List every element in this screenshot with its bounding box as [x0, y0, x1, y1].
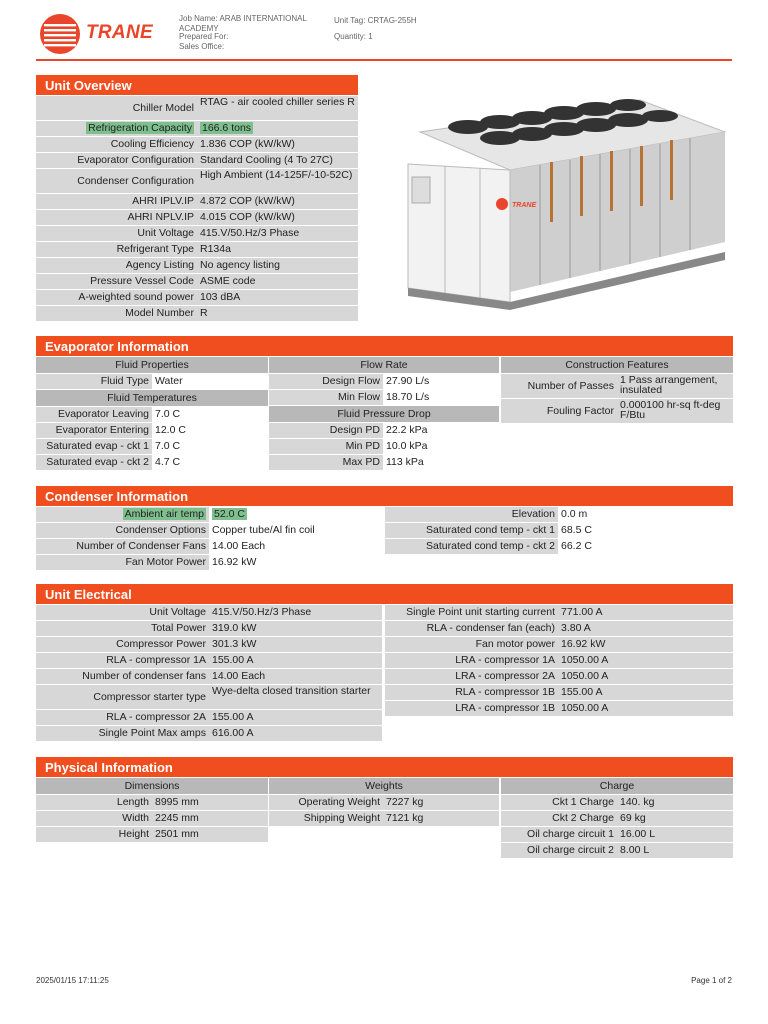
electrical-row-value: 1050.00 A: [558, 653, 733, 668]
overview-row-label: Condenser Configuration: [36, 169, 197, 193]
electrical-row: [385, 669, 733, 684]
dimension-row: [36, 811, 268, 826]
overview-row-label: Pressure Vessel Code: [36, 274, 197, 289]
overview-row: [36, 96, 358, 120]
overview-row-label-highlight: Refrigeration Capacity: [88, 122, 192, 134]
construction-features-header: Construction Features: [501, 357, 733, 373]
condenser-row-value: [209, 507, 382, 522]
overview-row: [36, 242, 358, 257]
pressure-drop-row-label: Max PD: [269, 455, 383, 470]
overview-row-label: Agency Listing: [36, 258, 197, 273]
electrical-row: [36, 669, 382, 684]
condenser-row-label: Saturated cond temp - ckt 1: [385, 523, 558, 538]
electrical-row-value: Wye-delta closed transition starter: [209, 685, 382, 709]
flow-row-label: Min Flow: [269, 390, 383, 405]
overview-row-label: Model Number: [36, 306, 197, 321]
physical-title: Physical Information: [36, 757, 733, 777]
footer-timestamp: 2025/01/15 17:11:25: [36, 976, 109, 985]
charge-row: [501, 795, 733, 810]
electrical-row-label: RLA - condenser fan (each): [385, 621, 558, 636]
condenser-row-label: Elevation: [385, 507, 558, 522]
electrical-row: [36, 710, 382, 725]
condenser-row: [36, 539, 382, 554]
charge-row-value: 16.00 L: [617, 827, 733, 842]
condenser-row-value: 66.2 C: [561, 540, 592, 552]
sales-office: Sales Office:: [179, 42, 225, 51]
electrical-row-value: 155.00 A: [209, 710, 382, 725]
pressure-drop-row-value: 113 kPa: [386, 456, 424, 468]
electrical-row-value: 1050.00 A: [558, 701, 733, 716]
electrical-row-value: 3.80 A: [558, 621, 733, 636]
trane-logo-icon: [40, 14, 80, 54]
overview-row-label: Chiller Model: [36, 96, 197, 120]
overview-row: [36, 169, 358, 193]
electrical-row: [36, 685, 382, 709]
electrical-row-value: 319.0 kW: [209, 621, 382, 636]
fluid-temp-row-value: 12.0 C: [155, 424, 186, 436]
overview-row-value: ASME code: [197, 274, 358, 289]
overview-row-label: AHRI IPLV.IP: [36, 194, 197, 209]
fluid-temp-row-value: 7.0 C: [155, 408, 181, 420]
header-rule: [36, 59, 732, 61]
page-header: [0, 0, 768, 62]
fluid-temp-row-label: Evaporator Entering: [36, 423, 152, 438]
fluid-temp-row: [36, 423, 268, 438]
condenser-row-label-highlight: Ambient air temp: [124, 508, 204, 520]
electrical-row: [36, 637, 382, 652]
construction-row: [501, 374, 733, 398]
electrical-row: [36, 621, 382, 636]
pressure-drop-row-value: 22.2 kPa: [386, 424, 428, 436]
svg-text:TRANE: TRANE: [512, 202, 537, 209]
condenser-row-value: 14.00 Each: [212, 540, 266, 552]
fluid-type-value: Water: [155, 375, 183, 387]
condenser-row-label: Condenser Options: [36, 523, 209, 538]
flow-row: [269, 390, 499, 405]
condenser-row-label: Fan Motor Power: [36, 555, 209, 570]
dimension-row-value: 2245 mm: [152, 811, 268, 826]
electrical-row-label: LRA - compressor 1B: [385, 701, 558, 716]
electrical-row-value: 14.00 Each: [209, 669, 382, 684]
electrical-row-value: 415.V/50.Hz/3 Phase: [209, 605, 382, 620]
fluid-temp-row-label: Saturated evap - ckt 1: [36, 439, 152, 454]
dimension-row-label: Width: [36, 811, 152, 826]
overview-row-label: AHRI NPLV.IP: [36, 210, 197, 225]
overview-row: [36, 226, 358, 241]
charge-row-value: 140. kg: [617, 795, 733, 810]
overview-row-value: 415.V/50.Hz/3 Phase: [197, 226, 358, 241]
electrical-row-label: LRA - compressor 1A: [385, 653, 558, 668]
fluid-temp-row-value: 7.0 C: [155, 440, 181, 452]
charge-row: [501, 843, 733, 858]
fluid-temperatures-header: Fluid Temperatures: [36, 390, 268, 406]
fluid-temp-row-label: Evaporator Leaving: [36, 407, 152, 422]
chiller-unit-image: [400, 92, 730, 320]
weight-row-label: Shipping Weight: [269, 811, 383, 826]
quantity: Quantity: 1: [334, 32, 373, 41]
dimension-row-value: 2501 mm: [152, 827, 268, 842]
charge-row-label: Oil charge circuit 1: [501, 827, 617, 842]
weights-header: Weights: [269, 778, 499, 794]
electrical-row-label: Single Point Max amps: [36, 726, 209, 741]
condenser-row-value: 16.92 kW: [212, 556, 257, 568]
electrical-row: [385, 653, 733, 668]
electrical-row: [385, 621, 733, 636]
overview-row-value: 103 dBA: [197, 290, 358, 305]
overview-row-label: Unit Voltage: [36, 226, 197, 241]
condenser-title: Condenser Information: [36, 486, 733, 506]
condenser-row-value: 0.0 m: [561, 508, 588, 520]
unit-overview-title: Unit Overview: [36, 75, 358, 95]
overview-row-value: 4.015 COP (kW/kW): [197, 210, 358, 225]
overview-row: [36, 137, 358, 152]
overview-row: [36, 258, 358, 273]
flow-row-value: 18.70 L/s: [386, 391, 430, 403]
fluid-temp-row: [36, 455, 268, 470]
dimension-row-label: Length: [36, 795, 152, 810]
overview-row: [36, 121, 358, 136]
overview-row-value: Standard Cooling (4 To 27C): [197, 153, 358, 168]
overview-row: [36, 274, 358, 289]
condenser-row-label: Saturated cond temp - ckt 2: [385, 539, 558, 554]
condenser-row-value: 68.5 C: [561, 524, 592, 536]
weight-row-value: 7121 kg: [383, 811, 499, 826]
weight-row-label: Operating Weight: [269, 795, 383, 810]
electrical-row-label: Unit Voltage: [36, 605, 209, 620]
electrical-row: [36, 653, 382, 668]
electrical-title: Unit Electrical: [36, 584, 733, 604]
overview-row-value: [197, 121, 358, 136]
dimension-row: [36, 827, 268, 842]
pressure-drop-row-label: Min PD: [269, 439, 383, 454]
electrical-row-label: Number of condenser fans: [36, 669, 209, 684]
charge-row-label: Ckt 1 Charge: [501, 795, 617, 810]
pressure-drop-row: [269, 423, 499, 438]
overview-row-value: RTAG - air cooled chiller series R: [197, 96, 358, 120]
condenser-row: [385, 539, 733, 554]
electrical-row: [385, 701, 733, 716]
pressure-drop-row: [269, 455, 499, 470]
pressure-drop-row: [269, 439, 499, 454]
flow-row-value: 27.90 L/s: [386, 375, 430, 387]
job-name: Job Name: ARAB INTERNATIONAL ACADEMY: [179, 14, 307, 33]
fluid-type-row: [36, 374, 268, 389]
overview-row-label: Cooling Efficiency: [36, 137, 197, 152]
electrical-row: [385, 685, 733, 700]
fluid-temp-row-label: Saturated evap - ckt 2: [36, 455, 152, 470]
charge-row-label: Ckt 2 Charge: [501, 811, 617, 826]
fluid-temp-row: [36, 439, 268, 454]
dimension-row: [36, 795, 268, 810]
weight-row: [269, 795, 499, 810]
electrical-row-label: RLA - compressor 1A: [36, 653, 209, 668]
construction-row-label: Fouling Factor: [501, 399, 617, 423]
footer-page-number: Page 1 of 2: [691, 976, 732, 985]
electrical-row-label: RLA - compressor 1B: [385, 685, 558, 700]
condenser-row: [385, 507, 733, 522]
overview-row: [36, 306, 358, 321]
overview-row-value: High Ambient (14-125F/-10-52C): [197, 169, 358, 193]
overview-row: [36, 290, 358, 305]
overview-row: [36, 210, 358, 225]
electrical-row-value: 155.00 A: [209, 653, 382, 668]
electrical-row-value: 155.00 A: [558, 685, 733, 700]
electrical-row-label: Single Point unit starting current: [385, 605, 558, 620]
fluid-pressure-drop-header: Fluid Pressure Drop: [269, 406, 499, 422]
electrical-row-label: LRA - compressor 2A: [385, 669, 558, 684]
overview-row-label: Evaporator Configuration: [36, 153, 197, 168]
construction-row: [501, 399, 733, 423]
overview-row-value: R: [197, 306, 358, 321]
condenser-row: [385, 523, 733, 538]
overview-row-label: A-weighted sound power: [36, 290, 197, 305]
condenser-row: [36, 507, 382, 522]
dimension-row-label: Height: [36, 827, 152, 842]
pressure-drop-row-label: Design PD: [269, 423, 383, 438]
electrical-row: [36, 605, 382, 620]
flow-rate-header: Flow Rate: [269, 357, 499, 373]
condenser-row-label: [36, 507, 209, 522]
electrical-row: [385, 637, 733, 652]
overview-row-value-highlight: 166.6 tons: [202, 122, 252, 134]
overview-row-label: Refrigerant Type: [36, 242, 197, 257]
overview-row-value: 4.872 COP (kW/kW): [197, 194, 358, 209]
electrical-row-label: RLA - compressor 2A: [36, 710, 209, 725]
condenser-row-value-highlight: 52.0 C: [214, 508, 245, 520]
overview-row: [36, 194, 358, 209]
overview-row-value: No agency listing: [197, 258, 358, 273]
pressure-drop-row-value: 10.0 kPa: [386, 440, 428, 452]
charge-row: [501, 811, 733, 826]
charge-row-value: 8.00 L: [617, 843, 733, 858]
overview-row-value: R134a: [197, 242, 358, 257]
unit-tag: Unit Tag: CRTAG-255H: [334, 16, 417, 25]
dimension-row-value: 8995 mm: [152, 795, 268, 810]
fluid-temp-row: [36, 407, 268, 422]
condenser-row-label: Number of Condenser Fans: [36, 539, 209, 554]
overview-row: [36, 153, 358, 168]
charge-row: [501, 827, 733, 842]
fluid-temp-row-value: 4.7 C: [155, 456, 181, 468]
electrical-row-value: 771.00 A: [558, 605, 733, 620]
brand-name: TRANE: [86, 22, 153, 43]
electrical-row-label: Fan motor power: [385, 637, 558, 652]
electrical-row-label: Compressor starter type: [36, 685, 209, 709]
overview-row-label: [36, 121, 197, 136]
weight-row: [269, 811, 499, 826]
prepared-for: Prepared For:: [179, 32, 229, 41]
charge-row-value: 69 kg: [617, 811, 733, 826]
charge-row-label: Oil charge circuit 2: [501, 843, 617, 858]
flow-row: [269, 374, 499, 389]
construction-row-value: 0.000100 hr-sq ft-deg F/Btu: [617, 399, 733, 423]
electrical-row-value: 616.00 A: [209, 726, 382, 741]
construction-row-label: Number of Passes: [501, 374, 617, 398]
construction-row-value: 1 Pass arrangement, insulated: [617, 374, 733, 398]
electrical-row-value: 301.3 kW: [209, 637, 382, 652]
overview-row-value: 1.836 COP (kW/kW): [197, 137, 358, 152]
electrical-row-value: 1050.00 A: [558, 669, 733, 684]
charge-header: Charge: [501, 778, 733, 794]
condenser-row: [36, 555, 382, 570]
fluid-properties-header: Fluid Properties: [36, 357, 268, 373]
fluid-type-label: Fluid Type: [36, 374, 152, 389]
electrical-row: [36, 726, 382, 741]
condenser-row-value: Copper tube/Al fin coil: [212, 524, 315, 536]
evaporator-title: Evaporator Information: [36, 336, 733, 356]
condenser-row: [36, 523, 382, 538]
electrical-row-value: 16.92 kW: [558, 637, 733, 652]
electrical-row-label: Total Power: [36, 621, 209, 636]
flow-row-label: Design Flow: [269, 374, 383, 389]
weight-row-value: 7227 kg: [383, 795, 499, 810]
electrical-row: [385, 605, 733, 620]
dimensions-header: Dimensions: [36, 778, 268, 794]
trane-logo: [40, 14, 160, 54]
electrical-row-label: Compressor Power: [36, 637, 209, 652]
